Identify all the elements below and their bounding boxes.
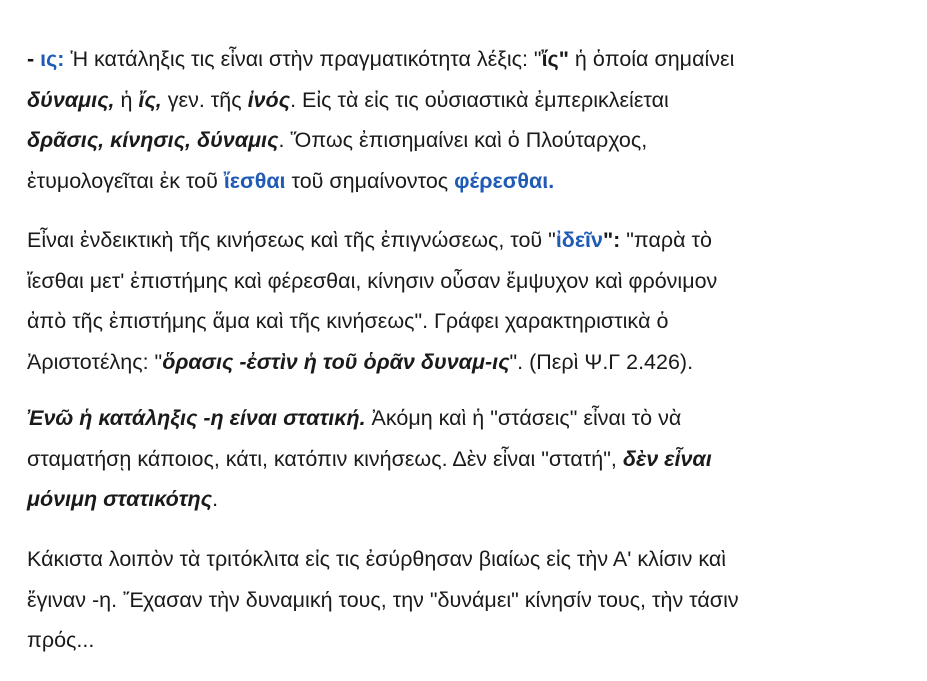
text-line [27,161,907,202]
text-line: ἴεσθαι μετ' ἐπιστήμης καὶ φέρεσθαι, κίνησιν οὖσαν ἔμψυχον καὶ φρόνιμον [27,268,718,293]
emphasis-orasis-quote: ὅρασις -ἐστὶν ἡ τοῦ ὁρᾶν δυναμ-ις [162,349,510,374]
emphasis-eta-static: Ἐνῶ ἡ κατάληξις -η είναι στατική. [27,406,366,430]
paragraph-conclusion [27,539,907,661]
text-run: Ἀριστοτέλης: " [27,349,163,374]
text-run: Εἶναι ἐνδεικτικὴ τῆς κινήσεως καὶ τῆς ἐπιγνώσεως, τοῦ " [27,228,556,252]
emphasis-is: ἴς, [138,87,162,112]
emphasis-den-einai: δὲν εἶναι [622,446,712,471]
paragraph-suffix-eta [27,398,907,520]
text-line: ἔγιναν -η. Ἔχασαν τὴν δυναμική τους, την "δυνάμει" κίνησίν τους, τὴν τάσιν [27,587,739,612]
text-run: Ἡ κατάληξις τις εἶναι στὴν πραγματικότητα λέξις: " [64,47,542,71]
link-iesthai[interactable]: ἴεσθαι [223,168,286,193]
text-line: πρός... [27,628,95,652]
text-run: . Εἰς τὰ εἰς τις οὐσιαστικὰ ἐμπερικλείεται [290,87,669,112]
bold-word-is: ἴς" [541,47,569,71]
emphasis-drasis: δρᾶσις, κίνησις, δύναμις [27,128,279,152]
bold-quote-colon: ": [602,228,621,252]
text-run: ἐτυμολογεῖται ἐκ τοῦ [27,168,224,193]
text-line [27,342,907,383]
text-run: σταματήσῃ κάποιος, κάτι, κατόπιν κινήσεως. Δὲν εἶναι "στατή", [27,446,623,471]
text-run: Ἀκόμη καὶ ἡ "στάσεις" εἶναι τὸ νὰ [365,406,682,430]
text-line [27,220,907,261]
list-dash: - [27,47,41,71]
text-line [27,398,907,439]
text-run: . Ὅπως ἐπισημαίνει καὶ ὁ Πλούταρχος, [278,128,648,152]
text-run: ἡ ὁποία σημαίνει [568,47,735,71]
text-run: ". (Περὶ Ψ.Γ 2.426). [509,349,694,374]
emphasis-dynamis: δύναμις, [27,87,115,112]
text-line [27,80,907,121]
emphasis-permanent-static: μόνιμη στατικότης [27,487,213,511]
text-line: ἀπὸ τῆς ἐπιστήμης ἅμα καὶ τῆς κινήσεως". Γράφει χαρακτηριστικὰ ὁ [27,309,669,333]
paragraph-idein [27,220,907,382]
text-line [27,39,907,80]
text-run: γεν. τῆς [161,87,248,112]
term-is: ις: [40,47,65,71]
paragraph-suffix-is [27,39,907,201]
text-line [27,439,907,480]
text-run: ἡ [114,87,139,112]
emphasis-inos: ἰνός [247,87,291,112]
link-idein[interactable]: ἰδεῖν [555,228,603,252]
text-run: . [212,487,219,511]
text-run: τοῦ σημαίνοντος [285,168,455,193]
text-run: "παρὰ τὸ [620,228,712,252]
text-line: Κάκιστα λοιπὸν τὰ τριτόκλιτα εἰς τις ἐσύρθησαν βιαίως εἰς τὴν Α' κλίσιν καὶ [27,547,727,571]
link-feresthai[interactable]: φέρεσθαι. [454,168,555,193]
text-line [27,120,907,161]
text-line [27,479,907,520]
